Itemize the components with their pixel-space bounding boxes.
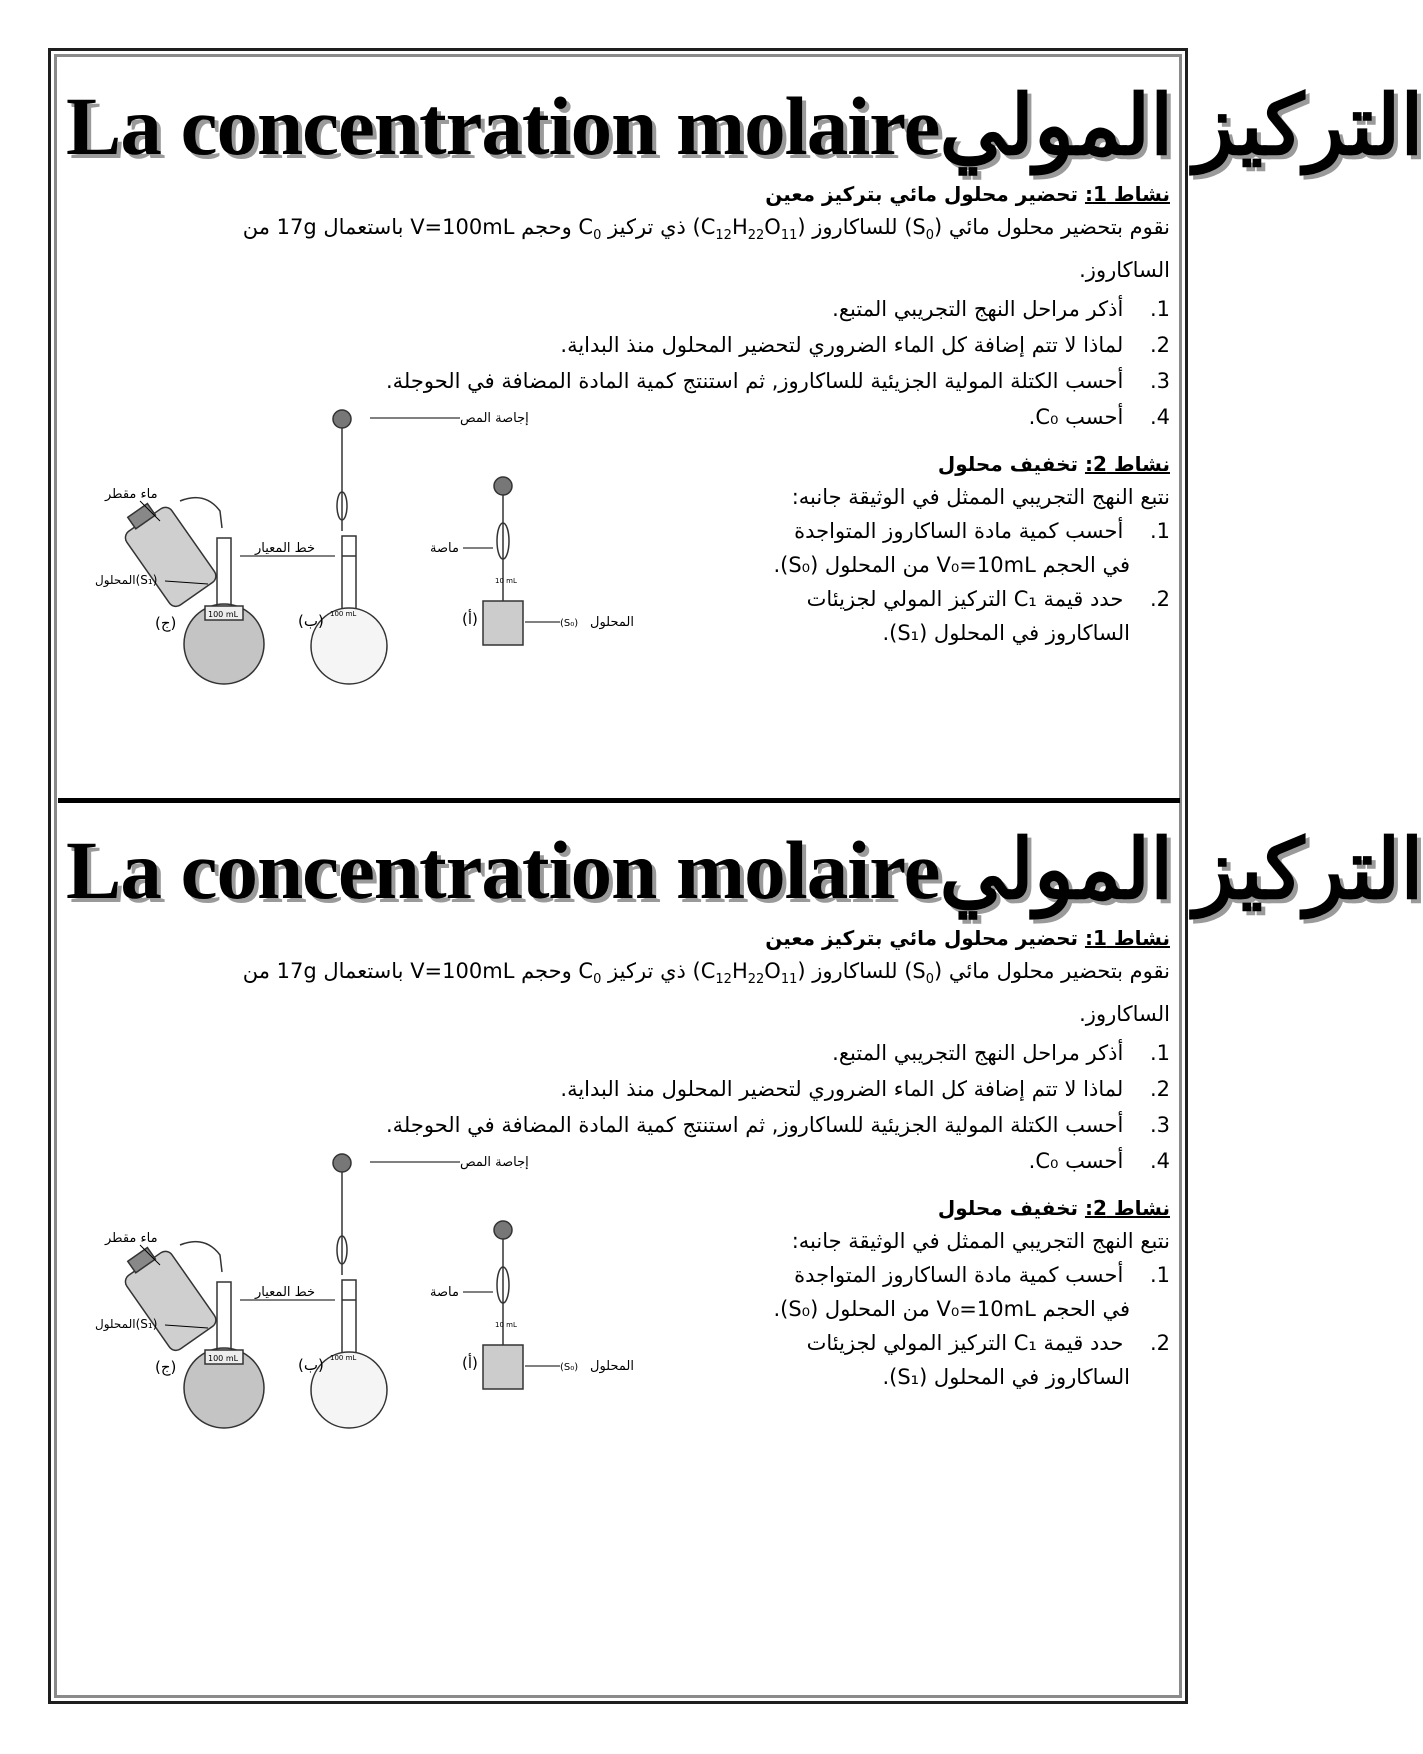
figure-a-label: (أ) — [462, 610, 478, 628]
activity2-intro: نتبع النهج التجريبي الممثل في الوثيقة جانبه: — [791, 485, 1170, 509]
question-1-2: 2. لماذا لا تتم إضافة كل الماء الضروري لتحضير المحلول منذ البداية. — [560, 333, 1170, 357]
label-pipette: ماصة — [430, 1285, 459, 1300]
question-1-3: 3. أحسب الكتلة المولية الجزيئية للساكاروز, ثم استنتج كمية المادة المضافة في الحوجلة. — [385, 1113, 1170, 1137]
label-s0: (S₀) — [560, 618, 579, 629]
flask-c-label: 100 mL — [208, 1354, 239, 1363]
label-distilled-water: ماء مقطر — [105, 487, 158, 502]
label-solution-s0: المحلول — [590, 1359, 634, 1374]
question-2-1: 1. أحسب كمية مادة الساكاروز المتواجدة — [794, 1263, 1170, 1287]
question-1-4: 4. أحسب C₀. — [1028, 1149, 1170, 1173]
pipette-mark: 10 mL — [495, 1321, 517, 1329]
question-2-1-cont: في الحجم V₀=10mL من المحلول (S₀). — [773, 553, 1130, 577]
figure-c-label: (ج) — [155, 614, 177, 632]
question-2-1-cont: في الحجم V₀=10mL من المحلول (S₀). — [773, 1297, 1130, 1321]
page-title — [66, 78, 1423, 174]
activity1-heading — [765, 926, 1170, 950]
dilution-figure — [80, 406, 690, 678]
wash-bottle-icon — [115, 494, 222, 609]
figure-b-label: (ب) — [298, 1356, 324, 1374]
label-solution-s0: المحلول — [590, 615, 634, 630]
activity1-label: نشاط 1: — [1084, 182, 1170, 206]
activity2-intro: نتبع النهج التجريبي الممثل في الوثيقة جانبه: — [791, 1229, 1170, 1253]
question-1-1: 1. أذكر مراحل النهج التجريبي المتبع. — [832, 297, 1170, 321]
activity1-intro: نقوم بتحضير محلول مائي $(S_0)$ للساكاروز $(C_{12}H_{22}O_{11})$ ذي تركيز $C_0$ وحجم V=100mL باستعمال 17g من الساكاروز. — [242, 215, 1170, 283]
label-distilled-water: ماء مقطر — [105, 1231, 158, 1246]
activity1-heading — [765, 182, 1170, 206]
pipette-a-icon — [483, 1221, 523, 1389]
label-s0: (S₀) — [560, 1362, 579, 1373]
flask-b-label: 100 mL — [330, 610, 357, 618]
figure-a-label: (أ) — [462, 1354, 478, 1372]
activity1-label: نشاط 1: — [1084, 926, 1170, 950]
flask-b-label: 100 mL — [330, 1354, 357, 1362]
volumetric-flask-b-icon — [311, 410, 387, 684]
question-2-2: 2. حدد قيمة C₁ التركيز المولي لجزيئات — [806, 1331, 1170, 1355]
activity2-title: تخفيف محلول — [937, 452, 1078, 476]
label-graduation-mark: خط المعيار — [255, 1285, 316, 1300]
volumetric-flask-b-icon — [311, 1154, 387, 1428]
dilution-figure — [80, 1150, 690, 1422]
activity2-label: نشاط 2: — [1084, 1196, 1170, 1220]
question-1-2: 2. لماذا لا تتم إضافة كل الماء الضروري لتحضير المحلول منذ البداية. — [560, 1077, 1170, 1101]
activity1-intro: نقوم بتحضير محلول مائي $(S_0)$ للساكاروز $(C_{12}H_{22}O_{11})$ ذي تركيز $C_0$ وحجم V=100mL باستعمال 17g من الساكاروز. — [242, 959, 1170, 1027]
activity2-label: نشاط 2: — [1084, 452, 1170, 476]
label-pipette: ماصة — [430, 541, 459, 556]
activity1-title: تحضير محلول مائي بتركيز معين — [765, 926, 1078, 950]
label-graduation-mark: خط المعيار — [255, 541, 316, 556]
page-title — [66, 822, 1423, 918]
wash-bottle-icon — [115, 1238, 222, 1353]
activity2-heading — [938, 452, 1170, 476]
pipette-a-icon — [483, 477, 523, 645]
activity1-title: تحضير محلول مائي بتركيز معين — [765, 182, 1078, 206]
title-arabic: التركيز المولي — [939, 824, 1423, 916]
question-1-4: 4. أحسب C₀. — [1028, 405, 1170, 429]
question-1-3: 3. أحسب الكتلة المولية الجزيئية للساكاروز, ثم استنتج كمية المادة المضافة في الحوجلة. — [385, 369, 1170, 393]
figure-b-label: (ب) — [298, 612, 324, 630]
figure-c-label: (ج) — [155, 1358, 177, 1376]
flask-c-label: 100 mL — [208, 610, 239, 619]
title-arabic: التركيز المولي — [939, 80, 1423, 172]
pipette-mark: 10 mL — [495, 577, 517, 585]
section-separator — [58, 798, 1180, 803]
question-2-2: 2. حدد قيمة C₁ التركيز المولي لجزيئات — [806, 587, 1170, 611]
label-suction-bulb: إجاصة المص — [460, 411, 529, 426]
title-french: La concentration molaire — [66, 80, 940, 172]
activity2-title: تخفيف محلول — [937, 1196, 1078, 1220]
label-solution-s1: المحلول(S₁) — [95, 573, 158, 587]
title-french: La concentration molaire — [66, 824, 940, 916]
label-solution-s1: المحلول(S₁) — [95, 1317, 158, 1331]
question-2-2-cont: الساكاروز في المحلول (S₁). — [882, 621, 1130, 645]
question-2-1: 1. أحسب كمية مادة الساكاروز المتواجدة — [794, 519, 1170, 543]
label-suction-bulb: إجاصة المص — [460, 1155, 529, 1170]
question-1-1: 1. أذكر مراحل النهج التجريبي المتبع. — [832, 1041, 1170, 1065]
activity2-heading — [938, 1196, 1170, 1220]
question-2-2-cont: الساكاروز في المحلول (S₁). — [882, 1365, 1130, 1389]
